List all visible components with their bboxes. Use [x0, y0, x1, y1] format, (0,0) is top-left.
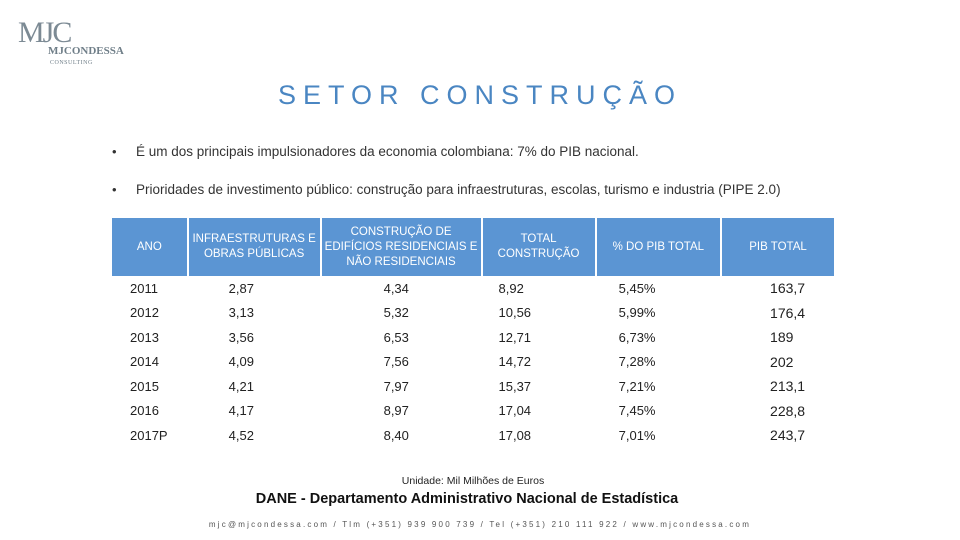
- table-row: [112, 374, 834, 399]
- cell-pib-total: 163,7: [770, 280, 806, 297]
- cell-infraestruturas: 3,13: [228, 305, 254, 321]
- header-infraestruturas: INFRAESTRUTURAS E OBRAS PÚBLICAS: [189, 218, 320, 276]
- cell-total-construcao: 8,92: [498, 280, 524, 296]
- cell-edificios: 6,53: [383, 329, 409, 345]
- cell-total-construcao: 17,08: [498, 427, 532, 443]
- cell-total-construcao: 14,72: [498, 354, 532, 370]
- cell-edificios: 5,32: [383, 305, 409, 321]
- bullet-dot: •: [112, 144, 117, 159]
- cell-total-construcao: 17,04: [498, 403, 532, 419]
- logo-mark: MJC: [18, 16, 71, 49]
- header-ano: ANO: [112, 218, 187, 276]
- bullet-item: [112, 142, 781, 180]
- table-row: [112, 423, 834, 448]
- cell-infraestruturas: 4,09: [228, 354, 254, 370]
- source-line: DANE - Departamento Administrativo Nacional de Estadística: [255, 491, 679, 507]
- logo-name: MJCONDESSA: [48, 45, 124, 57]
- cell-edificios: 8,40: [383, 427, 409, 443]
- table-row: [112, 325, 834, 350]
- cell-edificios: 8,97: [383, 403, 409, 419]
- bullet-text: Prioridades de investimento público: construção para infraestruturas, escolas, turismo e industria (PIPE 2.0): [136, 182, 781, 197]
- cell-pct-pib: 5,99%: [618, 305, 656, 321]
- cell-pib-total: 189: [770, 329, 794, 346]
- cell-edificios: 7,56: [383, 354, 409, 370]
- cell-ano: 2013: [130, 329, 159, 345]
- cell-ano: 2016: [130, 403, 159, 419]
- slide-title: SETOR CONSTRUÇÃO: [277, 80, 683, 110]
- header-pib-total: PIB TOTAL: [722, 218, 834, 276]
- cell-total-construcao: 15,37: [498, 378, 532, 394]
- footer-contacts: mjc@mjcondessa.com / Tlm (+351) 939 900 739 / Tel (+351) 210 111 922 / www.mjcondessa.com: [208, 520, 752, 529]
- cell-total-construcao: 10,56: [498, 305, 532, 321]
- bullet-dot: •: [112, 182, 117, 197]
- cell-pib-total: 202: [770, 353, 794, 370]
- construction-table: [110, 218, 836, 448]
- cell-infraestruturas: 4,17: [228, 403, 254, 419]
- cell-infraestruturas: 3,56: [228, 329, 254, 345]
- cell-ano: 2017P: [130, 427, 168, 443]
- cell-infraestruturas: 4,52: [228, 427, 254, 443]
- header-pct-pib: % DO PIB TOTAL: [597, 218, 720, 276]
- logo-subtitle: CONSULTING: [50, 60, 93, 66]
- cell-infraestruturas: 2,87: [228, 280, 254, 296]
- table-header-row: [112, 218, 834, 276]
- cell-pib-total: 243,7: [770, 427, 806, 444]
- cell-pct-pib: 6,73%: [618, 329, 656, 345]
- table-row: [112, 399, 834, 424]
- cell-pct-pib: 7,28%: [618, 354, 656, 370]
- cell-pct-pib: 7,45%: [618, 403, 656, 419]
- header-total-construcao: TOTAL CONSTRUÇÃO: [483, 218, 595, 276]
- bullet-text: É um dos principais impulsionadores da economia colombiana: 7% do PIB nacional.: [136, 144, 639, 159]
- unit-note: Unidade: Mil Milhões de Euros: [401, 475, 545, 487]
- cell-pib-total: 213,1: [770, 378, 806, 395]
- table-row: [112, 301, 834, 326]
- cell-infraestruturas: 4,21: [228, 378, 254, 394]
- cell-ano: 2014: [130, 354, 159, 370]
- cell-ano: 2011: [130, 280, 158, 296]
- header-edificios: CONSTRUÇÃO DE EDIFÍCIOS RESIDENCIAIS E NÃO RESIDENCIAIS: [322, 218, 481, 276]
- cell-pib-total: 176,4: [770, 304, 806, 321]
- cell-edificios: 4,34: [383, 280, 409, 296]
- table-row: [112, 350, 834, 375]
- cell-pct-pib: 5,45%: [618, 280, 656, 296]
- cell-pib-total: 228,8: [770, 402, 806, 419]
- cell-edificios: 7,97: [383, 378, 409, 394]
- bullet-list: [112, 142, 781, 218]
- cell-total-construcao: 12,71: [498, 329, 532, 345]
- company-logo: [18, 18, 128, 70]
- cell-pct-pib: 7,01%: [618, 427, 656, 443]
- cell-ano: 2012: [130, 305, 159, 321]
- cell-ano: 2015: [130, 378, 159, 394]
- table-row: [112, 276, 834, 301]
- cell-pct-pib: 7,21%: [618, 378, 656, 394]
- bullet-item: [112, 180, 781, 218]
